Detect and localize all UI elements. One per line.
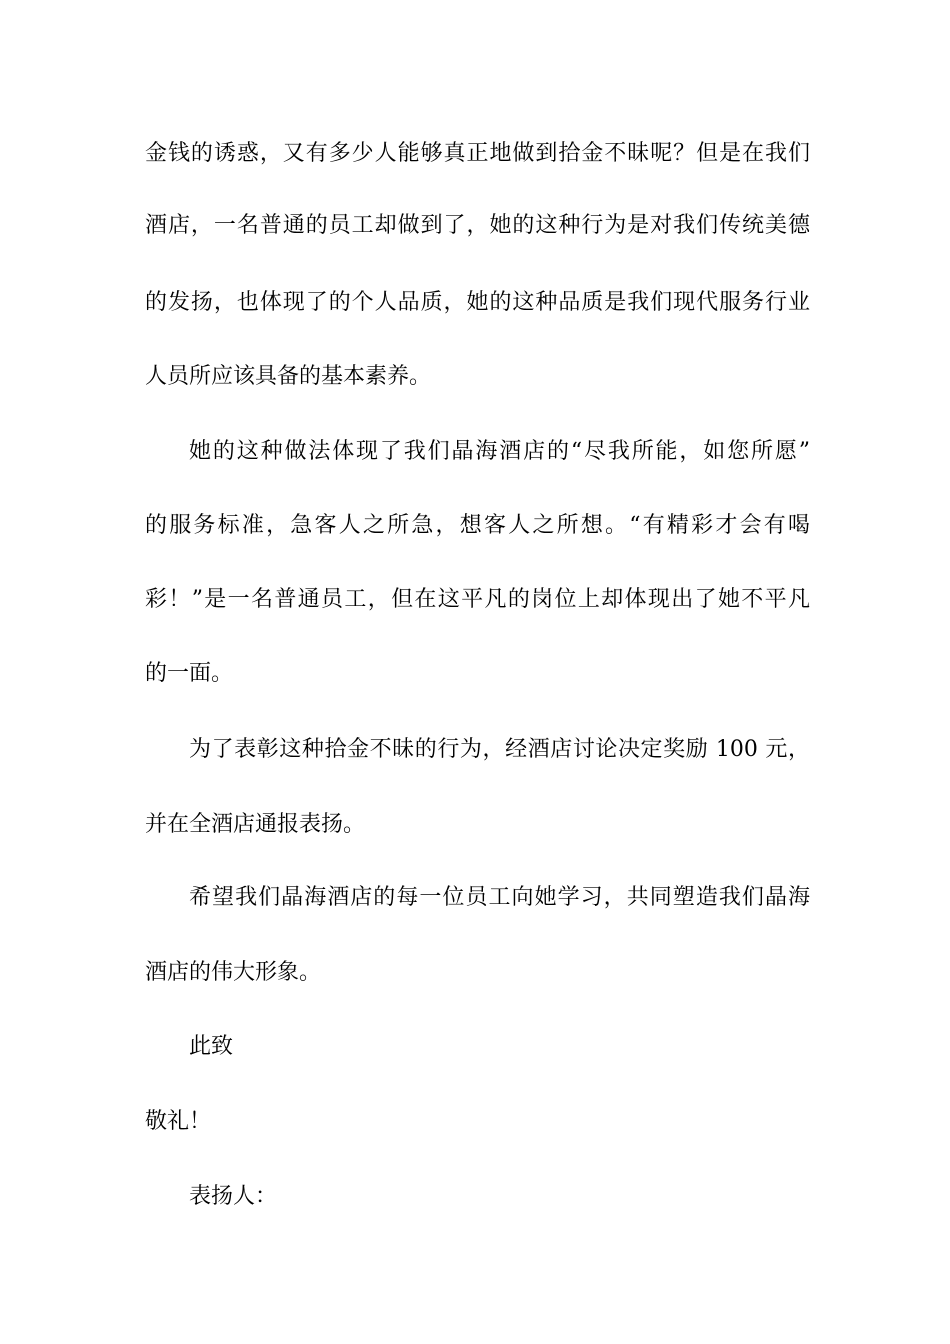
paragraph-line: 的服务标准，急客人之所急，想客人之所想。“有精彩才会有喝 [145, 513, 810, 538]
paragraph-line: 为了表彰这种拾金不昧的行为，经酒店讨论决定奖励 100 元， [189, 737, 810, 762]
commender-label: 表扬人： [189, 1184, 278, 1209]
paragraph-line: 酒店，一名普通的员工却做到了，她的这种行为是对我们传统美德 [145, 213, 810, 238]
paragraph-line: 希望我们晶海酒店的每一位员工向她学习，共同塑造我们晶海 [189, 885, 810, 910]
paragraph-line: 彩！”是一名普通员工，但在这平凡的岗位上却体现出了她不平凡 [145, 587, 810, 612]
paragraph-line: 的发扬，也体现了的个人品质，她的这种品质是我们现代服务行业 [145, 290, 810, 315]
paragraph-line: 她的这种做法体现了我们晶海酒店的“尽我所能，如您所愿” [189, 439, 810, 464]
paragraph-line: 并在全酒店通报表扬。 [145, 812, 366, 837]
paragraph-line: 人员所应该具备的基本素养。 [145, 364, 432, 389]
paragraph-line: 的一面。 [145, 661, 234, 686]
paragraph-line: 酒店的伟大形象。 [145, 960, 322, 985]
closing-salutation: 此致 [189, 1034, 234, 1059]
paragraph-line: 金钱的诱惑，又有多少人能够真正地做到拾金不昧呢？但是在我们 [145, 141, 810, 166]
closing-regards: 敬礼！ [145, 1109, 212, 1134]
